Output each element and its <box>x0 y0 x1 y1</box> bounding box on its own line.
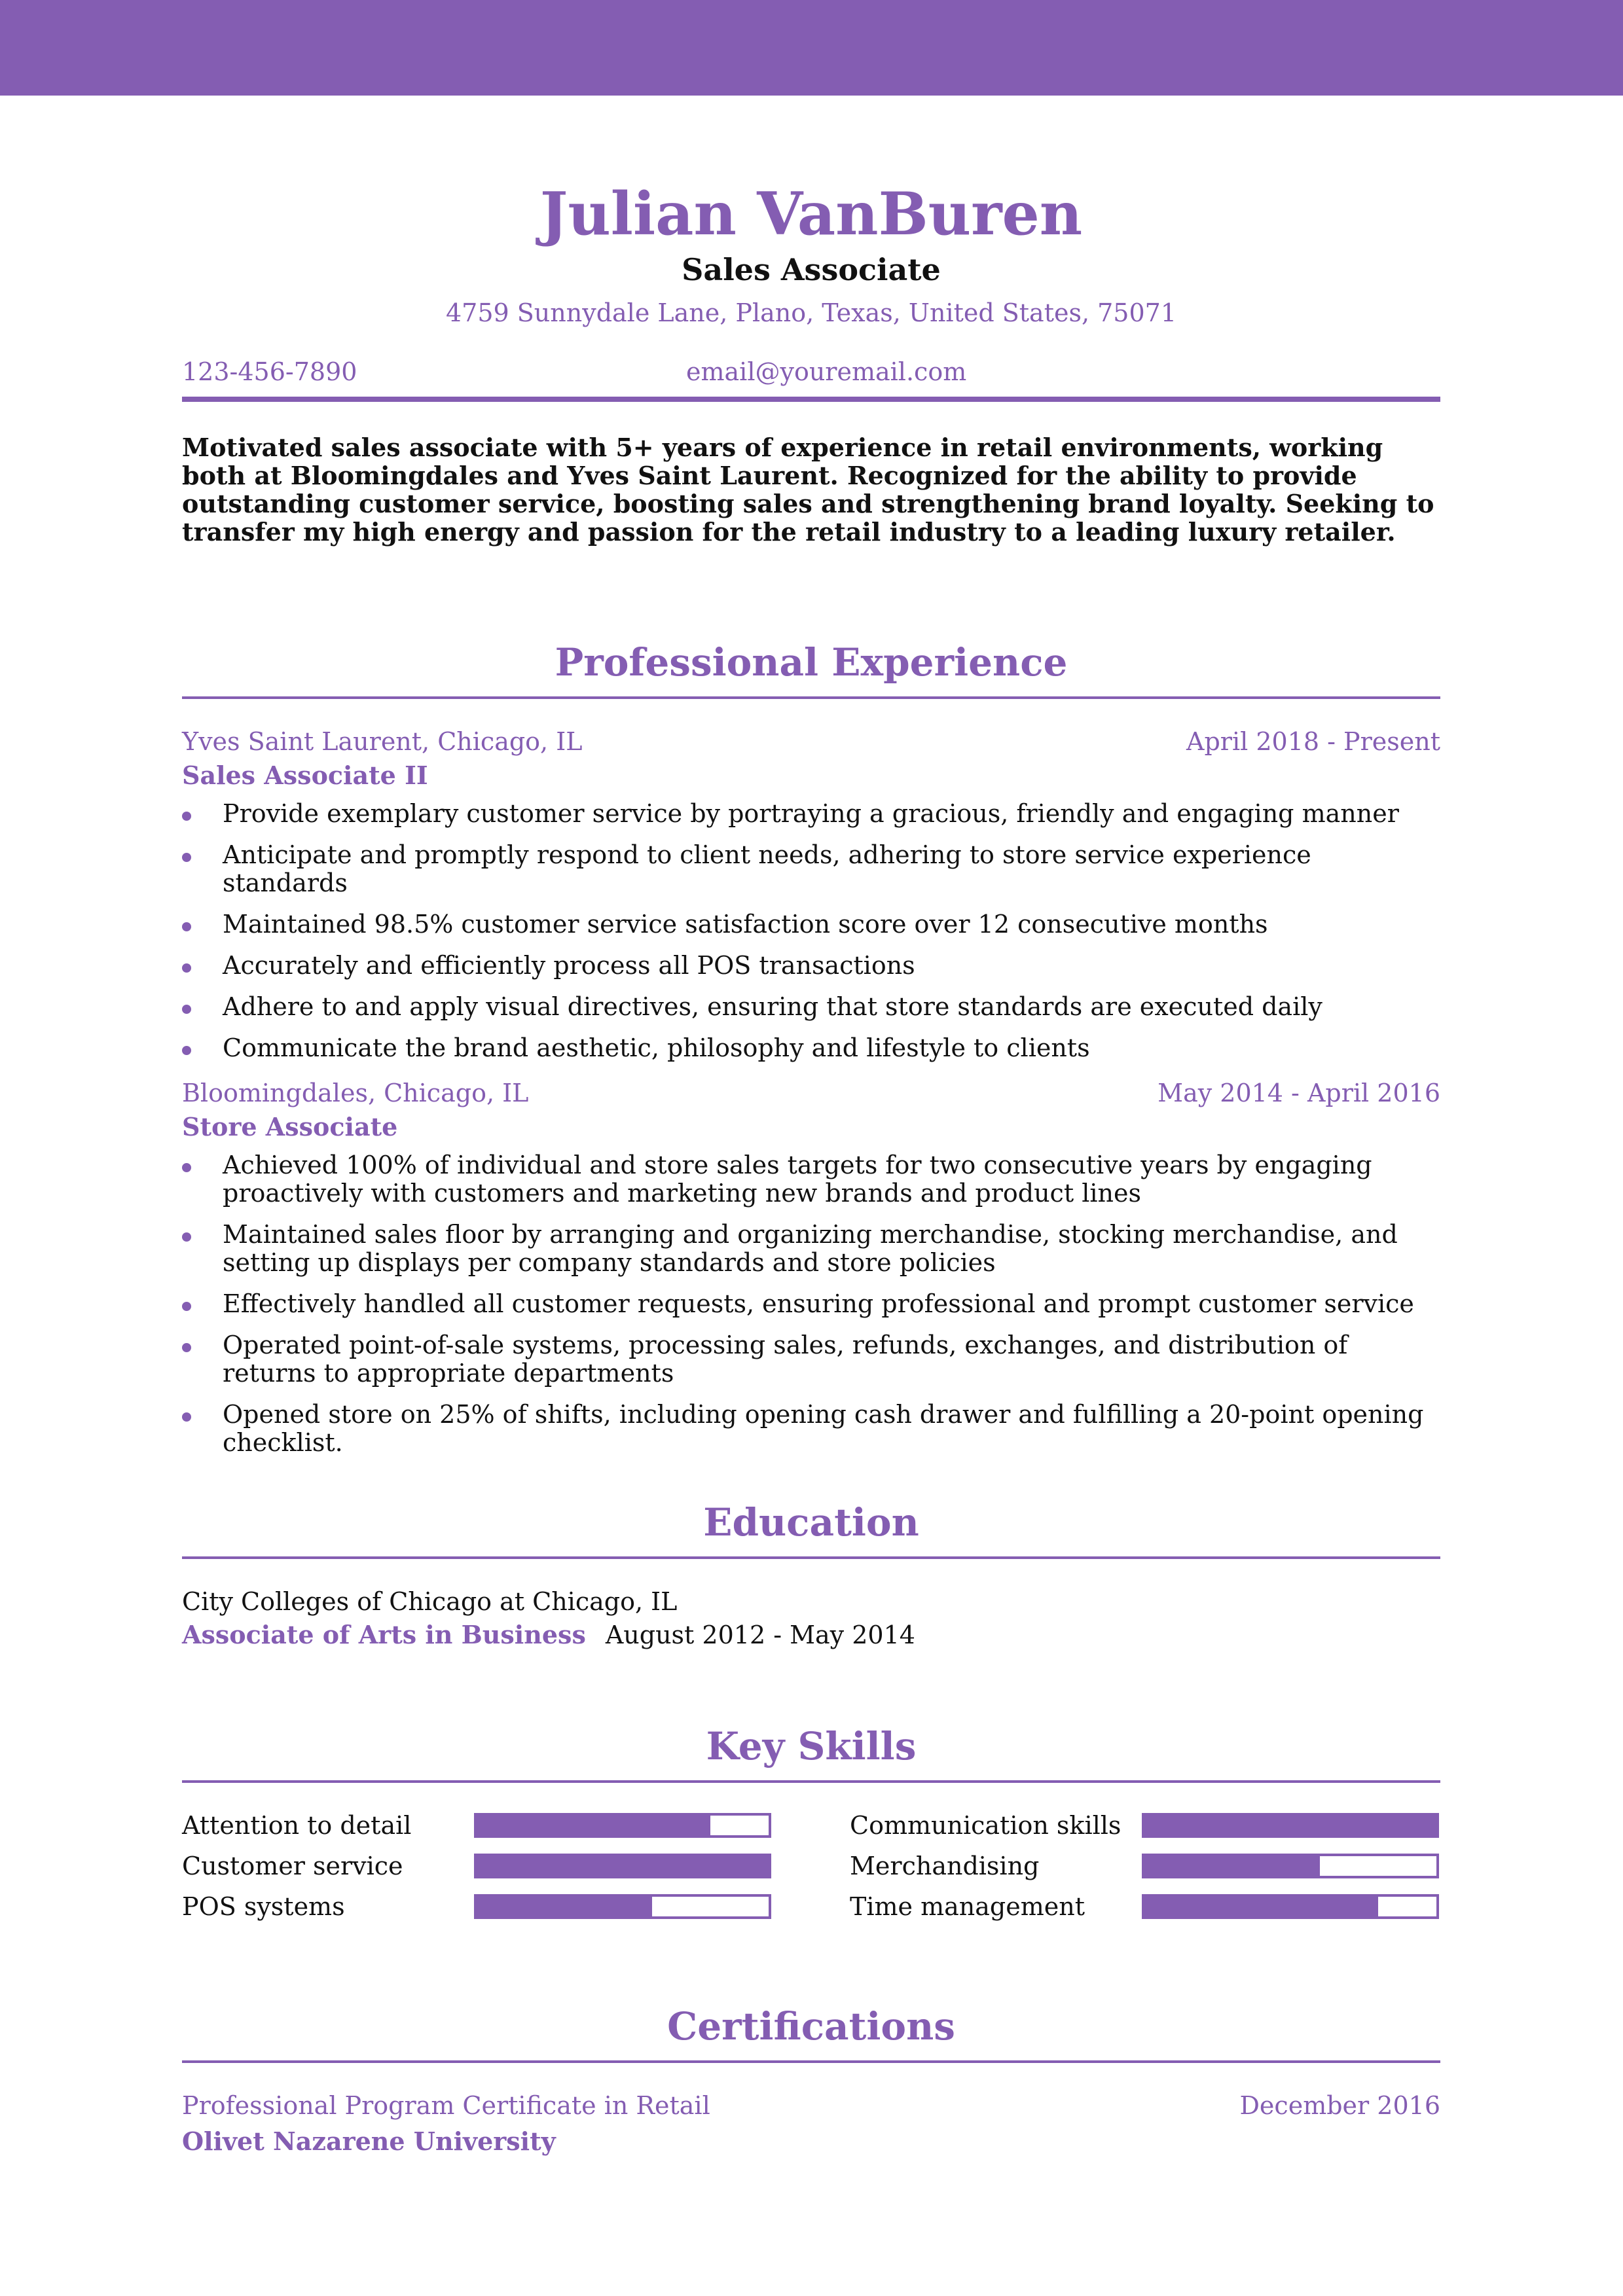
certifications-divider <box>182 2060 1440 2063</box>
job-company: Yves Saint Laurent, Chicago, IL <box>182 727 583 756</box>
skill-label: Attention to detail <box>182 1811 412 1840</box>
bullet-text: Operated point-of-sale systems, processing sales, refunds, exchanges, and distribution of returns to appropriate departments <box>223 1331 1348 1388</box>
job-dates: April 2018 - Present <box>1186 727 1440 756</box>
job-header <box>182 1077 1440 1109</box>
email-address[interactable]: email@youremail.com <box>686 357 967 386</box>
education-degree-line <box>182 1618 1440 1652</box>
skill-item <box>850 1809 1439 1842</box>
job-role: Sales Associate II <box>182 761 428 790</box>
education-degree: Associate of Arts in Business <box>182 1620 586 1649</box>
section-title-skills: Key Skills <box>706 1724 917 1768</box>
top-accent-bar <box>0 0 1623 96</box>
certification-date: December 2016 <box>1239 2091 1440 2120</box>
certification-issuer: Olivet Nazarene University <box>182 2126 556 2156</box>
bullet-text: Achieved 100% of individual and store sales targets for two consecutive years by engaging proactively with customers and marketing new brands and product lines <box>223 1151 1372 1208</box>
skill-label: Communication skills <box>850 1811 1122 1840</box>
skills-section <box>182 1723 1440 1940</box>
skill-bar-fill <box>1144 1856 1320 1876</box>
bullet-icon <box>182 1005 191 1014</box>
bullet-icon <box>182 1302 191 1311</box>
list-item <box>182 1221 1440 1277</box>
list-item <box>182 841 1440 897</box>
certification-header <box>182 2088 1440 2123</box>
phone-number[interactable]: 123-456-7890 <box>182 357 357 386</box>
skill-bar <box>1142 1894 1439 1919</box>
bullet-icon <box>182 853 191 862</box>
skill-bar <box>474 1894 771 1919</box>
resume-header <box>182 178 1440 329</box>
skill-label: POS systems <box>182 1892 345 1921</box>
skill-item <box>182 1809 771 1842</box>
skill-bar-fill <box>1144 1897 1378 1916</box>
bullet-icon <box>182 812 191 821</box>
bullet-icon <box>182 1163 191 1172</box>
list-item <box>182 1290 1440 1318</box>
skill-item <box>850 1850 1439 1882</box>
skill-bar <box>474 1813 771 1838</box>
list-item <box>182 910 1440 939</box>
skill-item <box>850 1890 1439 1923</box>
section-title-certifications: Certifications <box>667 2004 955 2049</box>
job-entry <box>182 725 1440 1062</box>
skill-bar <box>1142 1854 1439 1878</box>
section-title-education: Education <box>703 1500 919 1545</box>
skill-bar-fill <box>477 1856 769 1876</box>
job-company: Bloomingdales, Chicago, IL <box>182 1079 529 1107</box>
bullet-text: Adhere to and apply visual directives, ensuring that store standards are executed daily <box>223 992 1322 1021</box>
bullet-icon <box>182 1232 191 1242</box>
resume-page <box>182 96 1440 2160</box>
bullet-icon <box>182 963 191 973</box>
certification-entry <box>182 2088 1440 2160</box>
skill-bar <box>1142 1813 1439 1838</box>
list-item <box>182 800 1440 828</box>
job-bullets <box>182 1151 1440 1457</box>
bullet-icon <box>182 922 191 931</box>
skills-grid <box>182 1809 1440 1940</box>
bullet-text: Maintained sales floor by arranging and organizing merchandise, stocking merchandise, and setting up displays per company standards and store policies <box>223 1220 1398 1277</box>
experience-divider <box>182 696 1440 699</box>
contact-row <box>182 353 1440 390</box>
education-entry <box>182 1585 1440 1652</box>
bullet-text: Provide exemplary customer service by portraying a gracious, friendly and engaging manner <box>223 799 1399 828</box>
bullet-text: Communicate the brand aesthetic, philosophy and lifestyle to clients <box>223 1033 1090 1062</box>
profile-summary: Motivated sales associate with 5+ years of experience in retail environments, working both at Bloomingdales and Yves Saint Laurent. Recognized for the ability to provide outstanding customer service, boosting sales and strengthening brand loyalty. Seeking to transfer my high energy and passion for the retail industry to a leading luxury retailer. <box>182 433 1434 547</box>
job-dates: May 2014 - April 2016 <box>1158 1079 1440 1107</box>
candidate-address: 4759 Sunnydale Lane, Plano, Texas, United States, 75071 <box>445 298 1176 327</box>
skill-label: Time management <box>850 1892 1085 1921</box>
job-entry <box>182 1077 1440 1457</box>
certifications-section <box>182 2003 1440 2160</box>
list-item <box>182 1151 1440 1208</box>
experience-section <box>182 639 1440 1457</box>
education-dates: August 2012 - May 2014 <box>605 1621 915 1649</box>
bullet-icon <box>182 1412 191 1422</box>
section-title-experience: Professional Experience <box>555 640 1068 685</box>
education-school: City Colleges of Chicago at Chicago, IL <box>182 1587 678 1616</box>
skill-item <box>182 1850 771 1882</box>
job-header <box>182 725 1440 758</box>
certification-name: Professional Program Certificate in Retail <box>182 2091 710 2120</box>
skill-bar-fill <box>477 1897 652 1916</box>
skill-bar <box>474 1854 771 1878</box>
list-item <box>182 1331 1440 1388</box>
skill-item <box>182 1890 771 1923</box>
education-section <box>182 1499 1440 1652</box>
list-item <box>182 1401 1440 1457</box>
skills-divider <box>182 1780 1440 1783</box>
bullet-text: Opened store on 25% of shifts, including opening cash drawer and fulfilling a 20-point opening checklist. <box>223 1400 1424 1457</box>
list-item <box>182 993 1440 1021</box>
bullet-icon <box>182 1046 191 1055</box>
bullet-text: Accurately and efficiently process all POS transactions <box>223 951 915 980</box>
bullet-text: Maintained 98.5% customer service satisfaction score over 12 consecutive months <box>223 910 1268 939</box>
list-item <box>182 1034 1440 1062</box>
list-item <box>182 952 1440 980</box>
header-divider <box>182 397 1440 402</box>
skill-label: Customer service <box>182 1852 403 1880</box>
candidate-name: Julian VanBuren <box>539 179 1083 249</box>
job-role: Store Associate <box>182 1112 398 1141</box>
skill-bar-fill <box>477 1816 710 1835</box>
candidate-title: Sales Associate <box>682 252 941 287</box>
job-bullets <box>182 800 1440 1062</box>
bullet-text: Anticipate and promptly respond to client needs, adhering to store service experience standards <box>223 840 1311 897</box>
education-divider <box>182 1556 1440 1559</box>
bullet-text: Effectively handled all customer requests, ensuring professional and prompt customer service <box>223 1289 1414 1318</box>
bullet-icon <box>182 1343 191 1352</box>
skill-bar-fill <box>1144 1816 1436 1835</box>
skill-label: Merchandising <box>850 1852 1040 1880</box>
